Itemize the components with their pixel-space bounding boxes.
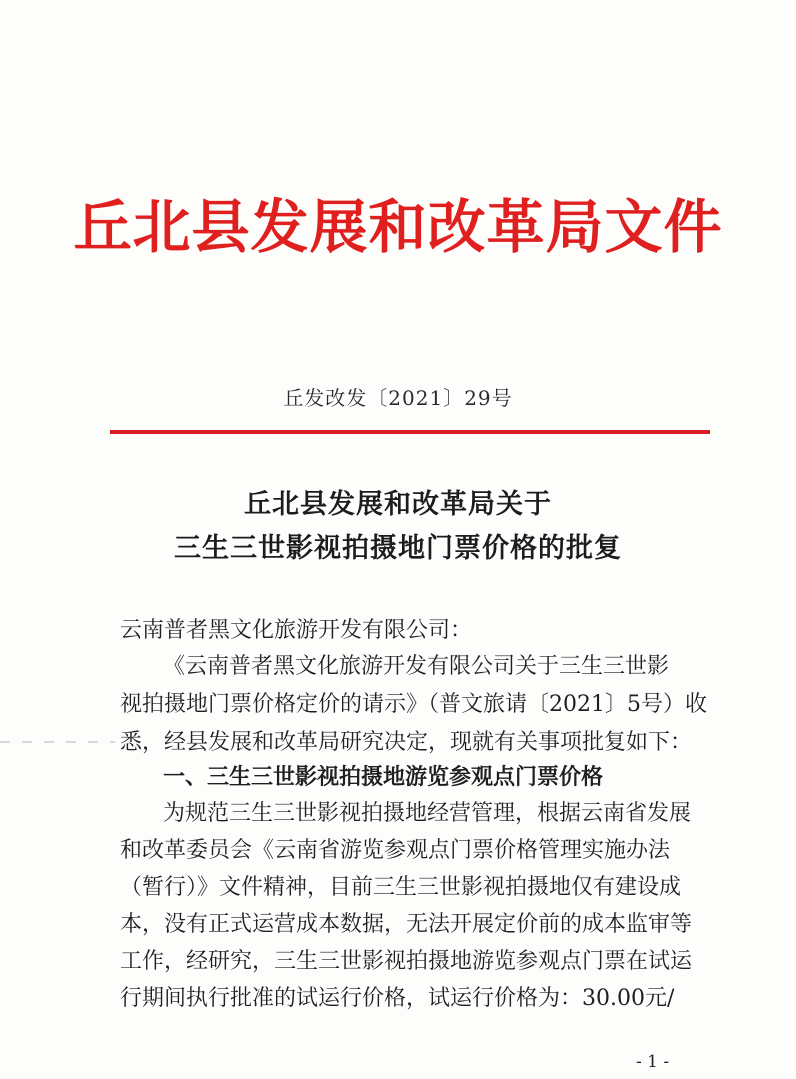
paragraph-2-line-3: （暂行）》文件精神，目前三生三世影视拍摄地仅有建设成: [120, 875, 682, 900]
red-separator-rule: [110, 430, 710, 434]
paragraph-2-line-5: 工作，经研究，三生三世影视拍摄地游览参观点门票在试运: [120, 949, 693, 974]
issuer-header-title: 丘北县发展和改革局文件: [73, 193, 723, 261]
page-number: - 1 -: [636, 1052, 670, 1072]
paragraph-1-line-1: 《云南普者黑文化旅游开发有限公司关于三生三世影: [163, 654, 670, 679]
paragraph-1-line-3: 悉，经县发展和改革局研究决定，现就有关事项批复如下：: [120, 730, 693, 755]
scan-artifact-mark: [0, 741, 115, 743]
paragraph-1-line-2: 视拍摄地门票价格定价的请示》（普文旅请〔2021〕5号）收: [120, 692, 707, 717]
document-title-line-2: 三生三世影视拍摄地门票价格的批复: [174, 533, 622, 564]
document-number: 丘发改发〔2021〕29号: [283, 386, 513, 410]
addressee-line: 云南普者黑文化旅游开发有限公司：: [120, 618, 473, 643]
document-title-line-1: 丘北县发展和改革局关于: [244, 489, 552, 520]
paragraph-2-line-4: 本，没有正式运营成本数据，无法开展定价前的成本监审等: [120, 912, 693, 937]
paragraph-2-line-2: 和改革委员会《云南省游览参观点门票价格管理实施办法: [120, 838, 671, 863]
section-1-heading: 一、三生三世影视拍摄地游览参观点门票价格: [163, 765, 604, 790]
paragraph-2-line-6: 行期间执行批准的试运行价格，试运行价格为：30.00元/: [120, 986, 675, 1011]
paragraph-2-line-1: 为规范三生三世影视拍摄地经营管理，根据云南省发展: [163, 801, 692, 826]
